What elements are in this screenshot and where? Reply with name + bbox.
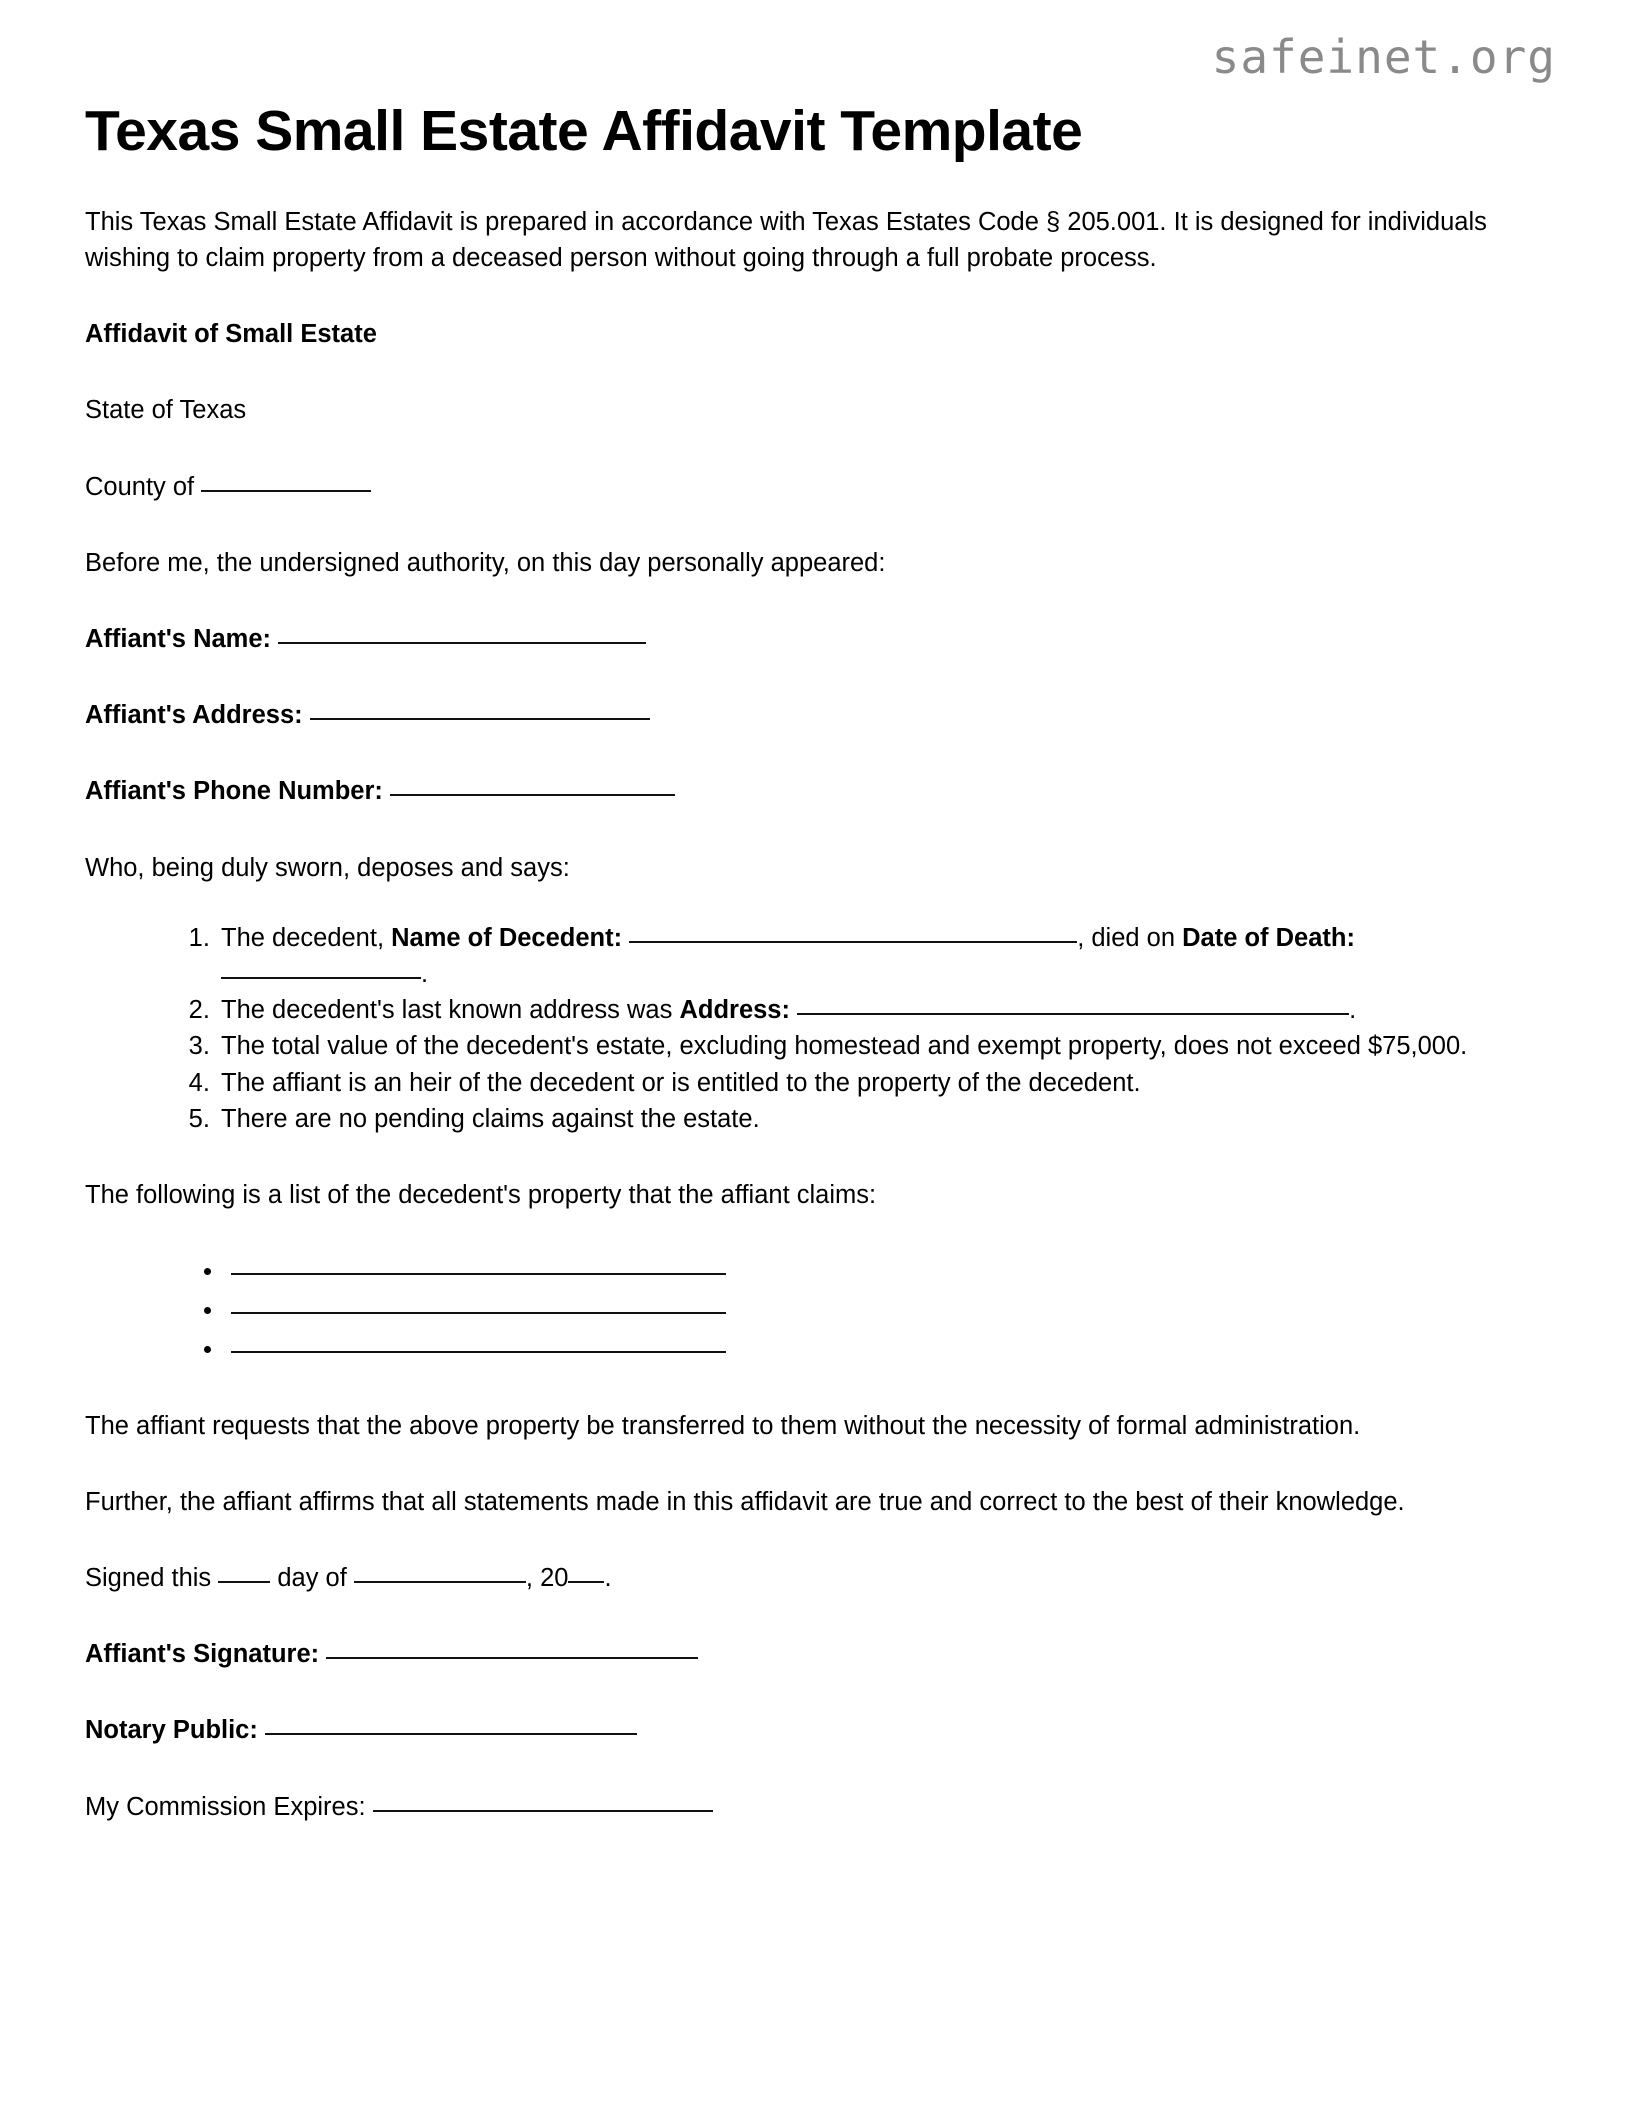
site-watermark: safeinet.org <box>1211 30 1556 84</box>
item2-text-part1: The decedent's last known address was <box>221 996 680 1025</box>
signed-date-line <box>85 1520 1505 1596</box>
signed-day-blank[interactable] <box>218 1581 270 1583</box>
property-intro-line: The following is a list of the decedent's property that the affiant claims: <box>85 1181 877 1210</box>
affiant-phone-label: Affiant's Phone Number: <box>85 777 383 806</box>
signed-text-part3: , 20 <box>525 1563 569 1592</box>
list-item <box>225 1329 1559 1368</box>
affiant-name-blank[interactable] <box>278 642 646 644</box>
item1-text-part1: The decedent, <box>221 923 392 952</box>
commission-expires-blank[interactable] <box>373 1810 713 1812</box>
property-blank-3[interactable] <box>231 1351 726 1353</box>
list-item: 3. The total value of the decedent's estate, excluding homestead and exempt property, does not exceed $75,000. <box>217 1028 1559 1064</box>
affiant-address-label: Affiant's Address: <box>85 701 303 730</box>
signed-month-blank[interactable] <box>354 1581 526 1583</box>
affiant-phone-line <box>85 733 1505 809</box>
item1-decedent-name-label: Name of Decedent: <box>391 923 623 952</box>
item1-date-of-death-blank[interactable] <box>221 977 421 979</box>
affiant-signature-blank[interactable] <box>326 1657 698 1659</box>
notary-public-blank[interactable] <box>265 1733 637 1735</box>
transfer-request-paragraph: The affiant requests that the above property be transferred to them without the necessity of formal administration. <box>85 1411 1361 1440</box>
intro-paragraph: This Texas Small Estate Affidavit is prepared in accordance with Texas Estates Code § 205.001. It is designed for individuals wishing to claim property from a deceased person without going through a full probate process. <box>85 207 1487 273</box>
deposition-line: Who, being duly sworn, deposes and says: <box>85 853 570 882</box>
county-line <box>85 429 1505 505</box>
affiant-address-line <box>85 657 1505 733</box>
sworn-statements-list <box>85 886 1559 1137</box>
list-item <box>225 1290 1559 1329</box>
property-list <box>85 1213 1559 1367</box>
item2-text-part2: . <box>1349 996 1357 1025</box>
item1-decedent-name-blank[interactable] <box>629 941 1077 943</box>
affiant-phone-blank[interactable] <box>390 794 675 796</box>
item2-address-label: Address: <box>679 996 790 1025</box>
county-label: County of <box>85 472 195 501</box>
affiant-signature-label: Affiant's Signature: <box>85 1640 320 1669</box>
item1-date-of-death-label: Date of Death: <box>1182 923 1355 952</box>
signed-text-part4: . <box>604 1563 612 1592</box>
affiant-name-line <box>85 581 1505 657</box>
commission-expires-label: My Commission Expires: <box>85 1792 366 1821</box>
list-item: 5. There are no pending claims against the estate. <box>217 1101 1559 1137</box>
notary-public-line <box>85 1672 1505 1748</box>
state-line: State of Texas <box>85 396 247 425</box>
page-title: Texas Small Estate Affidavit Template <box>85 99 1083 163</box>
item1-text-part3: . <box>421 960 429 989</box>
affiant-signature-line <box>85 1596 1505 1672</box>
notary-public-label: Notary Public: <box>85 1716 258 1745</box>
list-item: 4. The affiant is an heir of the decedent or is entitled to the property of the decedent. <box>217 1065 1559 1101</box>
property-blank-2[interactable] <box>231 1312 726 1314</box>
item2-address-blank[interactable] <box>797 1013 1349 1015</box>
affiant-name-label: Affiant's Name: <box>85 625 272 654</box>
list-item <box>217 920 1559 992</box>
affiant-address-blank[interactable] <box>310 718 650 720</box>
section-heading-affidavit: Affidavit of Small Estate <box>85 320 377 349</box>
appearance-line: Before me, the undersigned authority, on this day personally appeared: <box>85 548 886 577</box>
list-item <box>225 1251 1559 1290</box>
item1-text-part2: , died on <box>1077 923 1183 952</box>
signed-year-blank[interactable] <box>568 1581 604 1583</box>
property-blank-1[interactable] <box>231 1273 726 1275</box>
list-item <box>217 992 1559 1028</box>
signed-text-part2: day of <box>270 1563 354 1592</box>
signed-text-part1: Signed this <box>85 1563 219 1592</box>
county-blank[interactable] <box>201 490 371 492</box>
affirmation-paragraph: Further, the affiant affirms that all statements made in this affidavit are true and correct to the best of their knowledge. <box>85 1487 1405 1516</box>
commission-expires-line <box>85 1749 1505 1825</box>
